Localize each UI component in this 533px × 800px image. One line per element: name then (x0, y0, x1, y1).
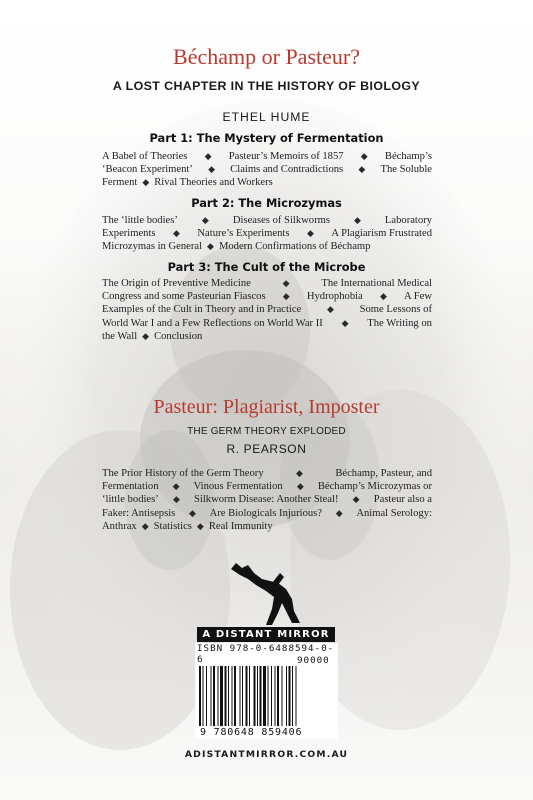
diamond-separator-icon: ◆ (296, 481, 304, 492)
contents-item: Pasteur also a (373, 494, 432, 506)
book2-subtitle: THE GERM THEORY EXPLODED (187, 426, 346, 437)
contents-line (102, 214, 432, 227)
contents-line (102, 317, 432, 330)
contents-line (102, 240, 432, 253)
contents-item: The Writing on (367, 317, 432, 329)
contents-item: the Wall (102, 330, 138, 342)
contents-line (102, 467, 432, 480)
diamond-separator-icon: ◆ (201, 215, 209, 225)
isbn-label: ISBN 978-0-6488594-0-6 (197, 643, 335, 665)
contents-item: Nature’s Experiments (197, 228, 290, 240)
contents-item: Béchamp’s Microzymas or (317, 481, 432, 493)
book1-subtitle: A LOST CHAPTER IN THE HISTORY OF BIOLOGY (112, 79, 421, 93)
diamond-separator-icon: ◆ (142, 330, 150, 341)
diamond-separator-icon: ◆ (335, 507, 343, 518)
contents-item: A Babel of Theories (102, 151, 188, 162)
book2-author: R. PEARSON (226, 442, 307, 456)
contents-item: Laboratory (384, 215, 432, 226)
publisher-website: ADISTANTMIRROR.COM.AU (184, 749, 349, 760)
contents-item: Hydrophobia (306, 291, 363, 303)
contents-item: Rival Theories and Workers (154, 177, 273, 189)
diamond-separator-icon: ◆ (360, 151, 368, 161)
diamond-separator-icon: ◆ (196, 520, 204, 531)
contents-item: Anthrax (102, 520, 137, 532)
book1-author: ETHEL HUME (222, 110, 311, 124)
publisher-mark-icon (228, 561, 308, 627)
diamond-separator-icon: ◆ (296, 468, 303, 478)
part2-contents (102, 214, 432, 254)
diamond-separator-icon: ◆ (142, 177, 150, 188)
contents-line (102, 277, 432, 290)
diamond-separator-icon: ◆ (141, 520, 149, 531)
contents-item: Fermentation (102, 481, 159, 493)
contents-item: Diseases of Silkworms (232, 215, 330, 226)
diamond-separator-icon: ◆ (172, 481, 180, 492)
part3-heading: Part 3: The Cult of the Microbe (167, 260, 366, 274)
contents-item: Congress and some Pasteurian Fiascos (102, 291, 266, 303)
contents-item: Béchamp, Pasteur, and (335, 468, 432, 479)
contents-item: Silkworm Disease: Another Steal! (194, 494, 339, 506)
diamond-separator-icon: ◆ (204, 151, 212, 161)
contents-item: Animal Serology: (356, 507, 432, 519)
contents-line (102, 227, 432, 240)
diamond-separator-icon: ◆ (353, 215, 361, 225)
diamond-separator-icon: ◆ (188, 507, 196, 518)
price-code: 90000 (297, 655, 330, 666)
contents-item: Conclusion (154, 330, 203, 342)
diamond-separator-icon: ◆ (352, 494, 360, 505)
contents-item: ‘little bodies’ (102, 494, 159, 506)
part3-contents (102, 277, 432, 343)
diamond-separator-icon: ◆ (306, 228, 314, 239)
barcode-number: 9 780648 859406 (200, 727, 303, 738)
diamond-separator-icon: ◆ (207, 241, 214, 252)
contents-item: The Prior History of the Germ Theory (102, 468, 264, 479)
contents-item: Ferment (102, 177, 138, 189)
contents-item: Claims and Contradictions (230, 164, 344, 176)
contents-item: The ‘little bodies’ (102, 215, 178, 226)
contents-item: Modern Confirmations of Béchamp (218, 241, 371, 253)
diamond-separator-icon: ◆ (379, 291, 387, 302)
diamond-separator-icon: ◆ (282, 291, 290, 302)
contents-line (102, 290, 432, 303)
contents-item: Faker: Antisepsis (102, 507, 176, 519)
part2-heading: Part 2: The Microzymas (191, 196, 342, 210)
contents-item: World War I and a Few Reflections on World War II (102, 317, 323, 329)
contents-line (102, 507, 432, 520)
diamond-separator-icon: ◆ (282, 278, 290, 288)
contents-item: Are Biologicals Injurious? (209, 507, 322, 519)
part1-contents (102, 150, 432, 190)
contents-item: Examples of the Cult in Theory and in Practice (102, 304, 302, 316)
contents-line (102, 303, 432, 316)
book1-title: Béchamp or Pasteur? (173, 44, 360, 69)
contents-line (102, 176, 432, 189)
diamond-separator-icon: ◆ (172, 494, 180, 505)
contents-item: A Plagiarism Frustrated (331, 228, 432, 240)
book2-contents (102, 467, 432, 533)
book2-title: Pasteur: Plagiarist, Imposter (153, 396, 380, 418)
contents-line (102, 493, 432, 506)
diamond-separator-icon: ◆ (341, 317, 349, 328)
contents-line (102, 480, 432, 493)
contents-item: Real Immunity (208, 520, 273, 532)
contents-item: ‘Beacon Experiment’ (102, 164, 193, 176)
contents-item: Statistics (153, 520, 192, 532)
contents-line (102, 163, 432, 176)
contents-line (102, 330, 432, 343)
contents-item: Some Lessons of (359, 304, 432, 316)
diamond-separator-icon: ◆ (173, 228, 180, 239)
contents-item: Béchamp’s (384, 151, 432, 162)
contents-item: The Soluble (380, 164, 432, 176)
contents-item: Vinous Fermentation (193, 481, 283, 493)
contents-line (102, 150, 432, 163)
contents-line (102, 520, 432, 533)
publisher-logo: A DISTANT MIRROR (197, 627, 335, 642)
contents-item: The International Medical (321, 278, 432, 289)
barcode-image (197, 666, 337, 728)
diamond-separator-icon: ◆ (358, 164, 366, 175)
contents-item: A Few (404, 291, 432, 303)
diamond-separator-icon: ◆ (208, 164, 215, 175)
contents-item: Microzymas in General (102, 241, 203, 253)
contents-item: The Origin of Preventive Medicine (102, 278, 251, 289)
part1-heading: Part 1: The Mystery of Fermentation (149, 131, 384, 145)
contents-item: Pasteur’s Memoirs of 1857 (228, 151, 344, 162)
diamond-separator-icon: ◆ (326, 304, 334, 315)
contents-item: Experiments (102, 228, 156, 240)
